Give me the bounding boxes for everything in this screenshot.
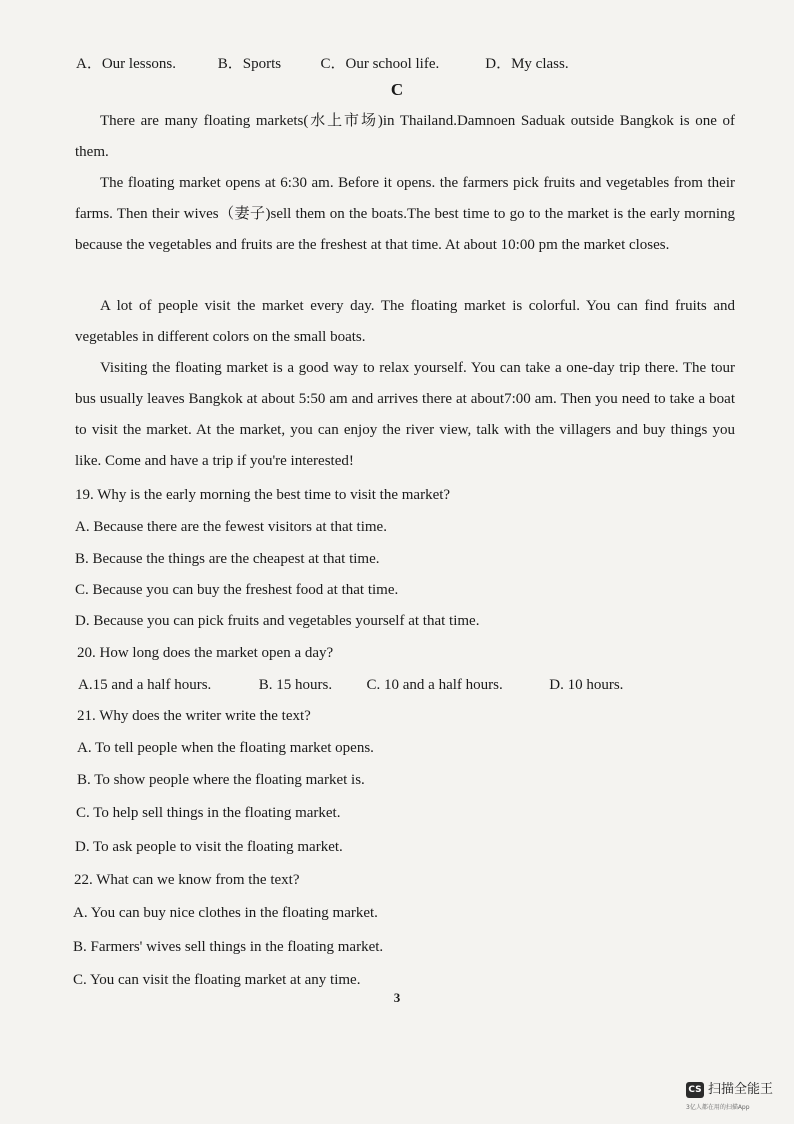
question-19-stem: 19. Why is the early morning the best time to visit the market? <box>75 487 451 503</box>
question-20-option-b: B. 15 hours. <box>258 677 333 693</box>
question-20-stem: 20. How long does the market open a day? <box>77 645 334 661</box>
question-22-option-c: C. You can visit the floating market at any time. <box>73 972 361 988</box>
scanner-tagline: 3亿人都在用的扫描App <box>686 1104 750 1111</box>
question-22-option-b: B. Farmers' wives sell things in the floating market. <box>73 939 384 955</box>
prev-question-options <box>76 54 569 74</box>
option-d: D．My class. <box>485 56 569 72</box>
scanner-watermark <box>686 1080 786 1116</box>
passage-paragraph-3: A lot of people visit the market every day. The floating market is colorful. You can find fruits and vegetables in different colors on the small boats. <box>75 298 735 345</box>
question-21-option-b: B. To show people where the floating market is. <box>77 772 365 788</box>
page-number: 3 <box>393 990 401 1005</box>
question-21-option-a: A. To tell people when the floating market opens. <box>77 740 374 756</box>
scanner-logo-icon: CS <box>686 1082 704 1098</box>
passage-paragraph-2: The floating market opens at 6:30 am. Before it opens. the farmers pick fruits and vegetables from their farms. Then their wives（妻子)sell them on the boats.The best time to go to the market is the early morning because the vegetables and fruits are the freshest at that time. At about 10:00 pm the market closes. <box>75 175 735 253</box>
question-22-option-a: A. You can buy nice clothes in the floating market. <box>73 905 378 921</box>
question-19-option-a: A. Because there are the fewest visitors at that time. <box>75 519 387 535</box>
passage-paragraph-1: There are many floating markets(水上市场)in Thailand.Damnoen Saduak outside Bangkok is one of them. <box>75 113 735 160</box>
question-20-option-c: C. 10 and a half hours. <box>366 677 503 693</box>
passage-paragraph-4: Visiting the floating market is a good way to relax yourself. You can take a one-day trip there. The tour bus usually leaves Bangkok at about 5:50 am and arrives there at about7:00 am. Then you need to take a boat to visit the market. At the market, you can enjoy the river view, talk with the villagers and buy things you like. Come and have a trip if you're interested! <box>75 360 735 469</box>
question-22-stem: 22. What can we know from the text? <box>74 872 300 888</box>
question-20-options <box>78 675 623 695</box>
question-19-option-b: B. Because the things are the cheapest at that time. <box>75 551 380 567</box>
option-b: B．Sports <box>217 56 282 72</box>
option-c: C．Our school life. <box>320 56 440 72</box>
option-a: A．Our lessons. <box>76 56 176 72</box>
scanner-app-name: 扫描全能王 <box>708 1082 774 1097</box>
question-20-option-d: D. 10 hours. <box>549 677 624 693</box>
question-21-stem: 21. Why does the writer write the text? <box>77 708 311 724</box>
question-21-option-d: D. To ask people to visit the floating market. <box>75 839 343 855</box>
question-21-option-c: C. To help sell things in the floating market. <box>76 805 341 821</box>
question-19-option-d: D. Because you can pick fruits and vegetables yourself at that time. <box>75 613 480 629</box>
section-title: C <box>390 80 404 99</box>
question-19-option-c: C. Because you can buy the freshest food at that time. <box>75 582 399 598</box>
question-20-option-a: A.15 and a half hours. <box>78 677 212 693</box>
